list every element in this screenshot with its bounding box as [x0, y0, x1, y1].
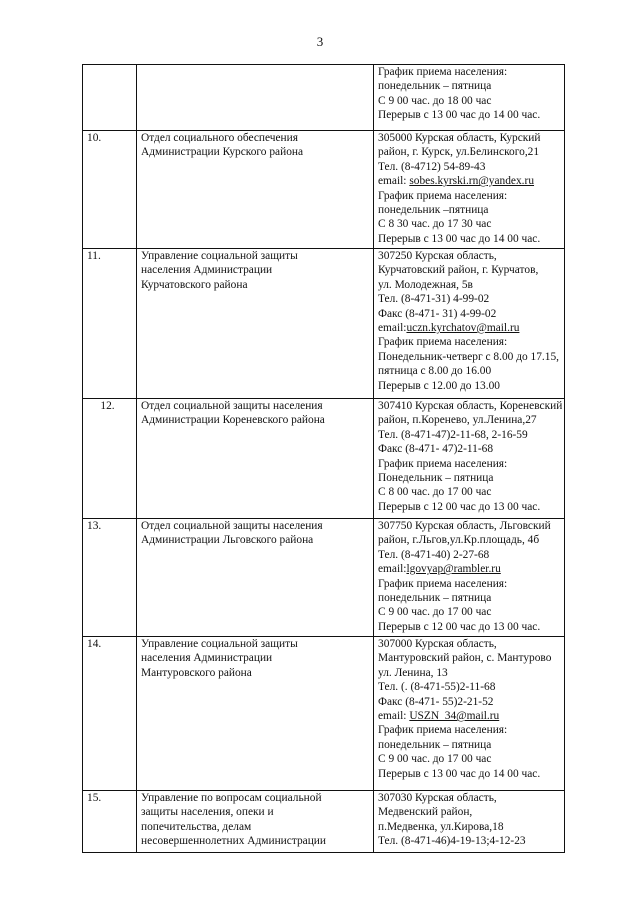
info-line: С 9 00 час. до 18 00 час [378, 94, 492, 107]
table-row [83, 65, 565, 131]
info-line: Тел. (8-4712) 54-89-43 [378, 160, 486, 173]
info-line: График приема населения: [378, 189, 508, 202]
info-line: Перерыв с 12 00 час до 13 00 час. [378, 620, 541, 633]
contact-info [374, 791, 565, 853]
info-line: Перерыв с 13 00 час до 14 00 час. [378, 232, 541, 245]
info-line: Факс (8-471- 47)2-11-68 [378, 443, 494, 456]
name-line: населения Администрации [141, 652, 273, 665]
email-line [378, 709, 560, 723]
table-row [83, 249, 565, 399]
info-line: Мантуровский район, с. Мантурово [378, 652, 552, 665]
info-line: 307410 Курская область, Кореневский [378, 400, 563, 412]
info-line: С 9 00 час. до 17 00 час [378, 753, 492, 766]
email-link[interactable]: uczn.kyrchatov@mail.ru [406, 322, 520, 335]
email-label: email: [378, 710, 410, 723]
contact-info [374, 131, 565, 249]
table-row [83, 791, 565, 853]
name-line: Отдел социальной защиты населения [141, 520, 323, 532]
info-line: Курчатовский район, г. Курчатов, [378, 264, 539, 277]
table-row [83, 519, 565, 637]
email-link[interactable]: USZN_34@mail.ru [409, 710, 500, 723]
info-line: Перерыв с 12.00 до 13.00 [378, 379, 500, 392]
email-label: email: [378, 563, 407, 576]
name-line: Администрации Курского района [141, 146, 304, 159]
info-line: С 8 00 час. до 17 00 час [378, 486, 492, 499]
info-line: Тел. (8-471-46)4-19-13;4-12-23 [378, 835, 526, 848]
email-line [378, 562, 560, 576]
contact-info [374, 637, 565, 791]
info-line: Факс (8-471- 55)2-21-52 [378, 695, 494, 708]
info-line: Тел. (. (8-471-55)2-11-68 [378, 681, 496, 694]
info-line: График приема населения: [378, 577, 508, 590]
name-line: Администрации Кореневского района [141, 414, 325, 427]
info-line: понедельник – пятница [378, 80, 492, 93]
row-number: 15. [83, 791, 137, 853]
organization-name [137, 249, 374, 399]
contact-info [374, 399, 565, 519]
row-number: 10. [83, 131, 137, 249]
name-line: несовершеннолетних Администрации [141, 835, 326, 848]
info-line: График приема населения: [378, 336, 508, 349]
contact-info [374, 519, 565, 637]
organization-name [137, 791, 374, 853]
info-line: пятница с 8.00 до 16.00 [378, 365, 492, 378]
email-label: email: [378, 322, 407, 335]
name-line: Администрации Льговского района [141, 534, 314, 547]
info-line: 307750 Курская область, Льговский [378, 520, 551, 532]
info-line: Тел. (8-471-47)2-11-68, 2-16-59 [378, 428, 528, 441]
info-line: Тел. (8-471-40) 2-27-68 [378, 548, 490, 561]
name-line: попечительства, делам [141, 820, 252, 833]
name-line: Управление социальной защиты [141, 250, 298, 262]
info-line: График приема населения: [378, 724, 508, 737]
info-line: ул. Ленина, 13 [378, 666, 448, 679]
info-line: 307030 Курская область, [378, 792, 497, 804]
info-line: Перерыв с 13 00 час до 14 00 час. [378, 767, 541, 780]
table-row [83, 637, 565, 791]
email-line [378, 174, 560, 188]
contact-info [374, 65, 565, 131]
row-number: 11. [83, 249, 137, 399]
info-line: Перерыв с 13 00 час до 14 00 час. [378, 109, 541, 122]
info-line: район, г. Курск, ул.Белинского,21 [378, 146, 540, 159]
info-line: район, п.Коренево, ул.Ленина,27 [378, 414, 537, 427]
info-line: 307000 Курская область, [378, 638, 497, 650]
info-line: Тел. (8-471-31) 4-99-02 [378, 293, 490, 306]
info-line: Медвенский район, [378, 806, 473, 819]
name-line: населения Администрации [141, 264, 273, 277]
info-line: п.Медвенка, ул.Кирова,18 [378, 820, 504, 833]
name-line: Отдел социального обеспечения [141, 132, 298, 144]
row-number: 13. [83, 519, 137, 637]
organizations-table [82, 64, 565, 853]
info-line: С 9 00 час. до 17 00 час [378, 606, 492, 619]
organization-name [137, 65, 374, 131]
info-line: понедельник –пятница [378, 204, 489, 217]
organization-name [137, 637, 374, 791]
info-line: ул. Молодежная, 5в [378, 278, 473, 291]
info-line: График приема населения: [378, 457, 508, 470]
table-row [83, 131, 565, 249]
email-link[interactable]: sobes.kyrski.rn@yandex.ru [409, 175, 535, 188]
info-line: понедельник – пятница [378, 738, 492, 751]
info-line: район, г.Льгов,ул.Кр.площадь, 4б [378, 534, 540, 547]
table-row [83, 399, 565, 519]
info-line: График приема населения: [378, 66, 508, 78]
info-line: Понедельник – пятница [378, 472, 494, 485]
name-line: защиты населения, опеки и [141, 806, 274, 819]
page-number: 3 [316, 34, 324, 49]
name-line: Отдел социальной защиты населения [141, 400, 323, 412]
organization-name [137, 519, 374, 637]
info-line: 305000 Курская область, Курский [378, 132, 541, 144]
row-number: 14. [83, 637, 137, 791]
row-number [83, 65, 137, 131]
email-line [378, 321, 560, 335]
info-line: С 8 30 час. до 17 30 час [378, 218, 492, 231]
info-line: понедельник – пятница [378, 592, 492, 605]
organization-name [137, 399, 374, 519]
row-number: 12. [83, 399, 137, 519]
email-label: email: [378, 175, 410, 188]
name-line: Курчатовского района [141, 278, 248, 291]
email-link[interactable]: lgovyap@rambler.ru [406, 563, 501, 576]
info-line: Факс (8-471- 31) 4-99-02 [378, 307, 497, 320]
organization-name [137, 131, 374, 249]
contact-info [374, 249, 565, 399]
name-line: Мантуровского района [141, 666, 252, 679]
name-line: Управление по вопросам социальной [141, 792, 322, 804]
table-body [83, 65, 565, 853]
name-line: Управление социальной защиты [141, 638, 298, 650]
info-line: Перерыв с 12 00 час до 13 00 час. [378, 500, 541, 513]
info-line: Понедельник-четверг с 8.00 до 17.15, [378, 350, 560, 363]
info-line: 307250 Курская область, [378, 250, 497, 262]
